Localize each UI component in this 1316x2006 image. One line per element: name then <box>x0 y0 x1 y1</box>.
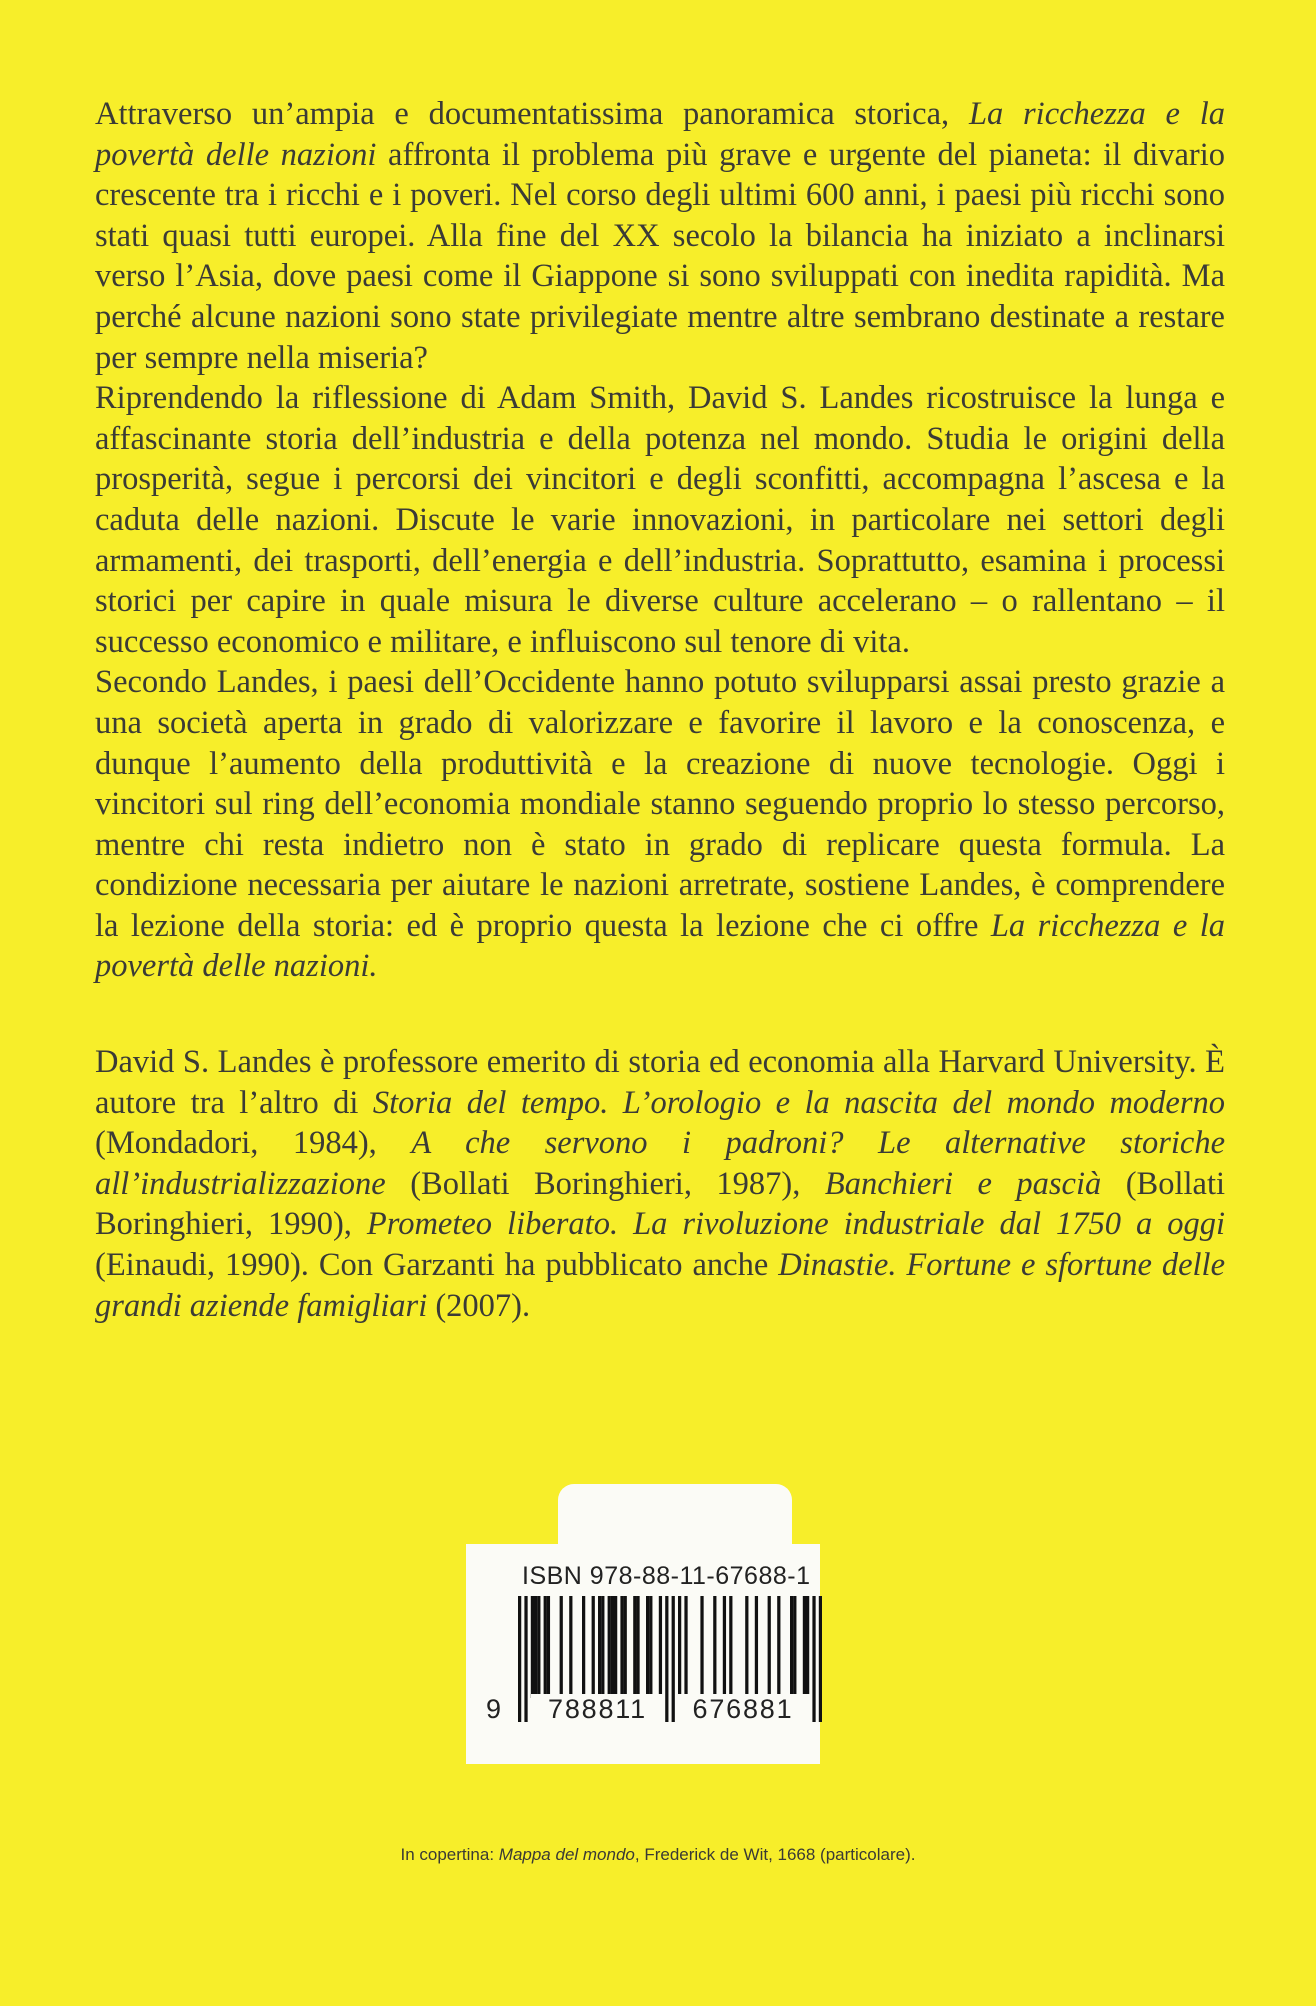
barcode-bar <box>524 1596 527 1722</box>
book-description <box>95 94 1225 987</box>
barcode-sticker-tab <box>558 1484 792 1544</box>
barcode-bar <box>678 1596 681 1698</box>
barcode-bar <box>665 1596 668 1722</box>
barcode-bar <box>659 1596 662 1698</box>
barcode-bar <box>582 1596 585 1698</box>
description-paragraph-2: Riprendendo la riflessione di Adam Smith, David S. Landes ricostruisce la lunga e affascinante storia dell’industria e della potenza nel mondo. Studia le origini della prosperità, segue i percorsi dei vincitori e degli sconfitti, accompagna l’ascesa e la caduta delle nazioni. Discute le varie innovazioni, in particolare nei settori degli armamenti, dei trasporti, dell’energia e dell’industria. Soprattutto, esamina i processi storici per capire in quale misura le diverse culture accelerano – o rallentano – il successo economico e militare, e influiscono sul tenore di vita. <box>95 380 1225 660</box>
author-bio-paragraph: David S. Landes è professore emerito di storia ed economia alla Harvard University. È autore tra l’altro di Storia del tempo. L’orologio e la nascita del mondo moderno (Mondadori, 1984), A che servono i padroni? Le alternative storiche all’industrializzazione (Bollati Boringhieri, 1987), Banchieri e pascià (Bollati Boringhieri, 1990), Prometeo liberato. La rivoluzione industriale dal 1750 a oggi (Einaudi, 1990). Con Garzanti ha pubblicato anche Dinastie. Fortune e sfortune delle grandi aziende famigliari (2007). <box>95 1044 1226 1324</box>
author-bio <box>95 1042 1225 1326</box>
barcode-lead-digit: 9 <box>486 1694 502 1724</box>
barcode-bar <box>729 1596 732 1698</box>
barcode-bar <box>723 1596 726 1698</box>
barcode-bar <box>700 1596 703 1698</box>
barcode-bar <box>646 1596 649 1698</box>
barcode-bar <box>620 1596 623 1698</box>
barcode-bar <box>812 1596 815 1722</box>
barcode-bar <box>598 1596 601 1698</box>
barcode-bar <box>649 1596 652 1698</box>
isbn-label: ISBN 978-88-11-67688-1 <box>522 1562 811 1590</box>
description-paragraph-1: Attraverso un’ampia e documentatissima panoramica storica, La ricchezza e la povertà delle nazioni affronta il problema più grave e urgente del pianeta: il divario crescente tra i ricchi e i poveri. Nel corso degli ultimi 600 anni, i paesi più ricchi sono stati quasi tutti europei. Alla fine del XX secolo la bilancia ha iniziato a inclinarsi verso l’Asia, dove paesi come il Giappone si sono sviluppati con inedita rapidità. Ma perché alcune nazioni sono state privilegiate mentre altre sembrano destinate a restare per sempre nella miseria? <box>95 96 1226 376</box>
barcode-bar <box>819 1596 822 1722</box>
barcode-bar <box>793 1596 796 1698</box>
barcode-bar <box>560 1596 563 1698</box>
barcode-bar <box>608 1596 611 1698</box>
book-title: La ricchezza e la povertà delle nazioni <box>95 96 1226 173</box>
barcode-bar <box>569 1596 572 1698</box>
barcode-bar <box>636 1596 639 1698</box>
barcode-bar <box>544 1596 547 1698</box>
barcode-bar <box>592 1596 595 1698</box>
barcode-bar <box>537 1596 540 1698</box>
barcode-bar <box>755 1596 758 1698</box>
barcode-bar <box>745 1596 748 1698</box>
cover-credit: In copertina: Mappa del mondo, Frederick de Wit, 1668 (particolare). <box>400 1845 916 1864</box>
description-paragraph-3: Secondo Landes, i paesi dell’Occidente hanno potuto svilupparsi assai presto grazie a una società aperta in grado di valorizzare e favorire il lavoro e la conoscenza, e dunque l’aumento della produttività e la creazione di nuove tecnologie. Oggi i vincitori sul ring dell’economia mondiale stanno seguendo proprio lo stesso percorso, mentre chi resta indietro non è stato in grado di replicare questa formula. La condizione necessaria per aiutare le nazioni arretrate, sostiene Landes, è comprendere la lezione della storia: ed è proprio questa la lezione che ci offre La ricchezza e la povertà delle nazioni. <box>95 664 1225 985</box>
barcode-bar <box>547 1596 550 1698</box>
barcode-bar <box>684 1596 687 1698</box>
barcode-bar <box>614 1596 617 1698</box>
barcode-bar <box>777 1596 780 1698</box>
barcode-bar <box>806 1596 809 1698</box>
book-title-closing: La ricchezza e la povertà delle nazioni. <box>95 907 1225 985</box>
barcode-digits-left: 788811 <box>531 1694 664 1725</box>
barcode-bar <box>790 1596 793 1698</box>
barcode-bar <box>534 1596 537 1698</box>
barcode-bar <box>713 1596 716 1698</box>
barcode-bar <box>633 1596 636 1698</box>
barcode-bar <box>768 1596 771 1698</box>
barcode-bar <box>518 1596 521 1722</box>
barcode-digits-right: 676881 <box>675 1694 811 1725</box>
barcode-bar <box>803 1596 806 1698</box>
barcode-bar <box>531 1596 534 1698</box>
barcode-bar <box>624 1596 627 1698</box>
barcode-bar <box>611 1596 614 1698</box>
barcode-bar <box>601 1596 604 1698</box>
